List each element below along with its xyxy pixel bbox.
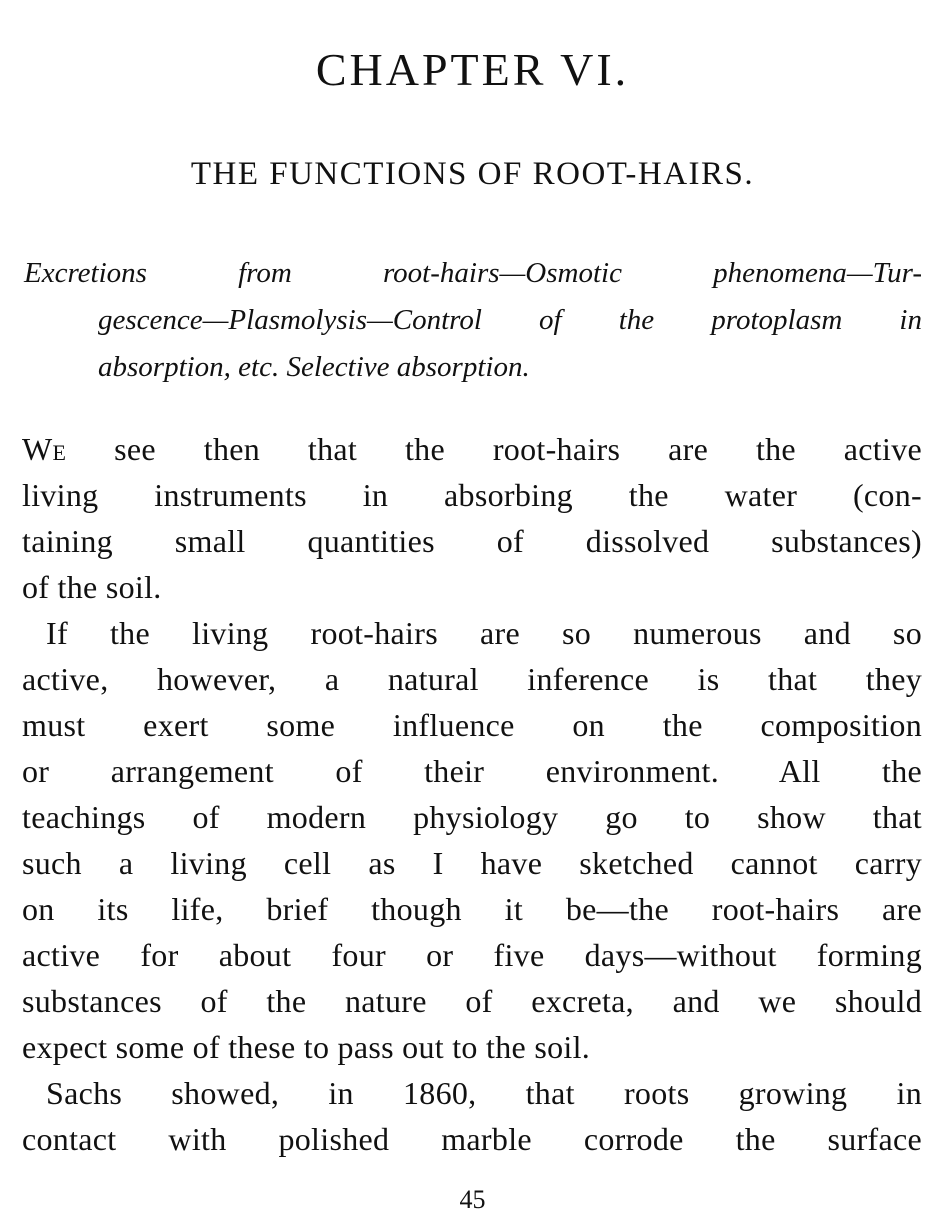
chapter-synopsis: [24, 250, 922, 391]
paragraph-line: [22, 426, 922, 472]
synopsis-line: Excretions from root-hairs—Osmotic phenomena—Tur-: [24, 257, 922, 289]
synopsis-line: gescence—Plasmolysis—Control of the protoplasm in: [98, 304, 922, 336]
paragraph-line: Sachs showed, in 1860, that roots growing in: [46, 1075, 922, 1111]
paragraph-line: on its life, brief though it be—the root-hairs are: [22, 891, 922, 927]
paragraph-line: of the soil.: [22, 569, 162, 605]
paragraph-line: active for about four or five days—without forming: [22, 937, 922, 973]
paragraph-line-text: see then that the root-hairs are the active: [66, 431, 922, 467]
paragraph-line: taining small quantities of dissolved substances): [22, 523, 922, 559]
paragraph-line: contact with polished marble corrode the surface: [22, 1121, 922, 1157]
paragraph-line: such a living cell as I have sketched cannot carry: [22, 845, 922, 881]
opening-word: We: [22, 431, 67, 467]
paragraph-line: expect some of these to pass out to the soil.: [22, 1029, 591, 1065]
paragraph-line: or arrangement of their environment. All the: [22, 753, 922, 789]
paragraph-line: living instruments in absorbing the water (con-: [22, 477, 922, 513]
paragraph-line: must exert some influence on the composition: [22, 707, 922, 743]
paragraph-line: active, however, a natural inference is that they: [22, 661, 922, 697]
synopsis-line: absorption, etc. Selective absorption.: [98, 351, 530, 383]
paragraph-line: substances of the nature of excreta, and we should: [22, 983, 922, 1019]
chapter-title: THE FUNCTIONS OF ROOT-HAIRS.: [190, 156, 755, 192]
paragraph-line: If the living root-hairs are so numerous and so: [46, 615, 922, 651]
chapter-heading: CHAPTER VI.: [315, 44, 630, 95]
body-text: [22, 426, 922, 1162]
page-number: 45: [459, 1185, 486, 1214]
paragraph-line: teachings of modern physiology go to show that: [22, 799, 922, 835]
